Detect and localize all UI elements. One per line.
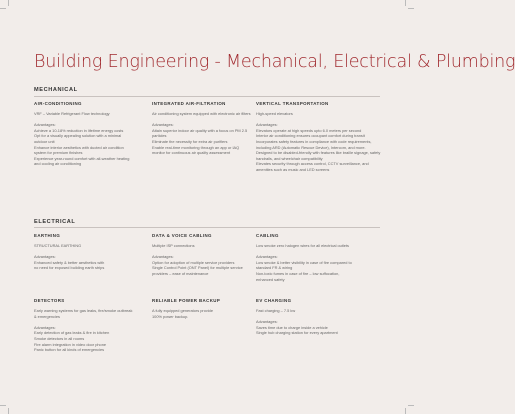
- block-title: VERTICAL TRANSPORTATION: [256, 101, 329, 106]
- section-heading-mechanical: MECHANICAL: [34, 87, 78, 93]
- page-title: Building Engineering - Mechanical, Electrical & Plumbing: [34, 52, 515, 72]
- block-title: RELIABLE POWER BACKUP: [152, 298, 221, 303]
- block-title: EARTHING: [34, 233, 61, 238]
- block-title: DETECTORS: [34, 298, 65, 303]
- block-text: STRUCTURAL EARTHING Advantages: Enhanced safety & better aesthetics with no need for exposed building earth strips: [34, 243, 105, 271]
- block-title: DATA & VOICE CABLING: [152, 233, 212, 238]
- crop-marks-bottom: [0, 406, 414, 414]
- block-data-voice-cabling: [152, 233, 252, 277]
- block-text: Multiple ISP connections Advantages: Option for adoption of multiple service providers Single Control Point (ONT Panel) for multiple service providers – ease of maintenance: [152, 243, 243, 276]
- section-heading-electrical: ELECTRICAL: [34, 219, 76, 225]
- block-text: Air conditioning system equipped with electronic air filters Advantages: Attain superior indoor air quality with a focus on PM 2.5 particles Eliminate the necessity for extra air purifiers Enable real-time monitoring through an app or IAQ monitor for continuous air quality assessment: [152, 111, 251, 156]
- block-text: Low smoke zero halogen wires for all electrical outlets Advantages: Low smoke & better visibility in case of fire compared to standard FR & wiring Non-toxic fumes in case of fire – low suffocation, enhanced safety: [256, 243, 352, 282]
- block-detectors: [34, 298, 134, 353]
- divider: [34, 96, 380, 97]
- block-cabling: [256, 233, 356, 282]
- crop-marks-top: [0, 0, 414, 8]
- block-earthing: [34, 233, 134, 271]
- block-air-conditioning: [34, 101, 134, 167]
- block-reliable-power-backup: [152, 298, 252, 319]
- block-title: INTEGRATED AIR-FILTRATION: [152, 101, 226, 106]
- crop-mark: [408, 8, 414, 9]
- block-ev-charging: [256, 298, 356, 336]
- block-text: A fully equipped generators provide 100% power backup.: [152, 308, 213, 319]
- divider: [34, 227, 380, 228]
- block-title: EV CHARGING: [256, 298, 292, 303]
- block-title: CABLING: [256, 233, 279, 238]
- crop-mark: [0, 405, 6, 406]
- block-text: Early warning systems for gas leaks, fire/smoke outbreak & emergencies Advantages: Early detection of gas leaks & fire in kitchen Smoke detectors in all rooms Fire alarm integration in video door phone Panic button for all kinds of emergencies: [34, 308, 133, 353]
- block-air-filtration: [152, 101, 252, 156]
- block-title: AIR-CONDITIONING: [34, 101, 82, 106]
- block-text: High-speed elevators Advantages: Elevators operate at high speeds upto 6.0 meters per second Interior air conditioning ensures occupant comfort during transit Incorporates safety features in compliance with code requirements, including ARD (Automatic Rescue Device), Intercom, and more. Designed to be disabled-friendly with features like braille signage, safety handrails, and wheelchair compatibility Elevates security through access control, CCTV surveillance, and amenities such as music and LED screens: [256, 111, 381, 172]
- block-vertical-transportation: [256, 101, 382, 173]
- block-text: VRF – Variable Refrigerant Flow technology Advantages: Achieve a 10-18% reduction in lifetime energy costs Opt for a visually appealing solution with a minimal outdoor unit Enhance interior aesthetics with ducted air condition system for premium finishes Experience year-round comfort with all-weather heating and cooling air conditioning: [34, 111, 130, 167]
- crop-mark: [408, 405, 414, 406]
- crop-mark: [0, 8, 6, 9]
- block-text: Fast charging – 7.5 kw Advantages: Saves time due to charge inside a vehicle Single hub charging station for every apartment: [256, 308, 338, 336]
